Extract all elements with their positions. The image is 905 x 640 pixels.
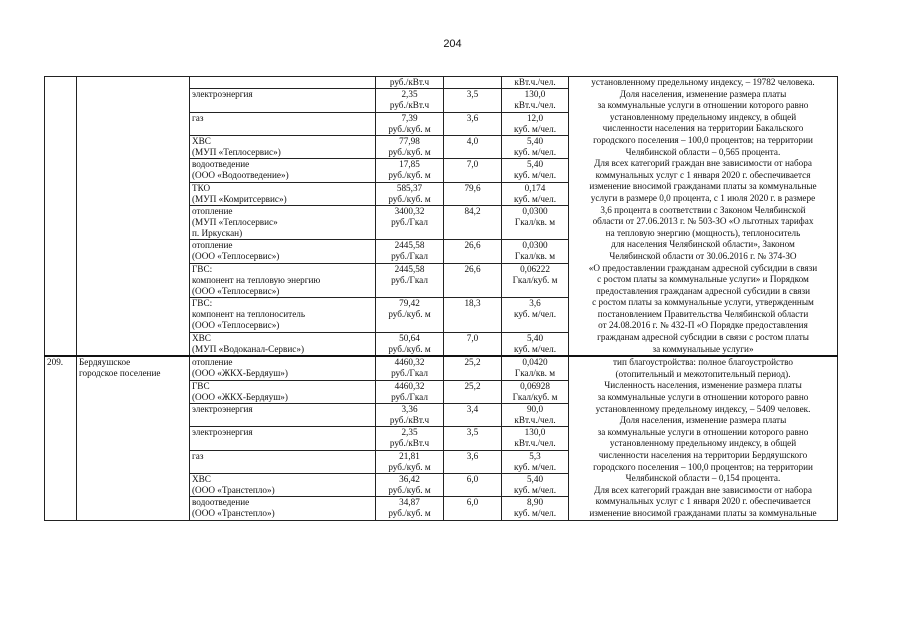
row-number-cell: 209.: [45, 356, 77, 520]
norm-cell: 0,0420 Гкал/кв. м: [502, 356, 569, 380]
service-name-cell: ТКО (МУП «Комритсервис»): [190, 182, 376, 205]
norm-cell: 8,90 куб. м/чел.: [502, 497, 569, 520]
service-name-cell: ХВС (ООО «Транстепло»): [190, 473, 376, 496]
service-name-cell: отопление (ООО «Теплосервис»): [190, 240, 376, 263]
service-name-cell: газ: [190, 112, 376, 135]
index-cell: 25,2: [444, 356, 502, 380]
tariff-cell: 17,85 руб./куб. м: [376, 159, 444, 182]
norm-cell: 0,0300 Гкал/кв. м: [502, 240, 569, 263]
index-cell: 79,6: [444, 182, 502, 205]
tariff-cell: 2,35 руб./кВт.ч: [376, 89, 444, 112]
page-number: 204: [443, 38, 462, 50]
index-cell: 6,0: [444, 497, 502, 520]
norm-cell: 12,0 куб. м/чел.: [502, 112, 569, 135]
norm-cell: 90,0 кВт.ч./чел.: [502, 403, 569, 426]
tariff-cell: 4460,32 руб./Гкал: [376, 356, 444, 380]
description-cell: тип благоустройства: полное благоустройство (отопительный и межотопительный период). Численность населения, изменение размера платы за коммунальные услуги в отношении которого равно установленному предельному индексу, – 5409 человек. Доля населения, изменение размера платы за коммунальные услуги в отношении которого равно установленному предельному индексу, в общей численности населения на территории Бердяушского городского поселения – 100,0 процентов; на территории Челябинской области – 0,154 процента. Для всех категорий граждан вне зависимости от набора коммунальных услуг с 1 января 2020 г. обеспечивается изменение вносимой гражданами платы за коммунальные: [569, 356, 838, 520]
table-row: [45, 356, 838, 380]
index-cell: 3,6: [444, 112, 502, 135]
norm-cell: 5,40 куб. м/чел.: [502, 332, 569, 356]
norm-cell: 0,06222 Гкал/куб. м: [502, 263, 569, 298]
index-cell: 3,6: [444, 450, 502, 473]
index-cell: 4,0: [444, 135, 502, 158]
service-name-cell: [190, 77, 376, 89]
service-name-cell: водоотведение (ООО «Водоотведение»): [190, 159, 376, 182]
tariff-cell: руб./кВт.ч: [376, 77, 444, 89]
tariff-cell: 2445,58 руб./Гкал: [376, 263, 444, 298]
service-name-cell: электроэнергия: [190, 427, 376, 450]
norm-cell: кВт.ч./чел.: [502, 77, 569, 89]
service-name-cell: электроэнергия: [190, 89, 376, 112]
index-cell: 3,4: [444, 403, 502, 426]
index-cell: 25,2: [444, 380, 502, 403]
norm-cell: 0,174 куб. м/чел.: [502, 182, 569, 205]
tariff-cell: 3400,32 руб./Гкал: [376, 205, 444, 240]
tariff-cell: 79,42 руб./куб. м: [376, 298, 444, 333]
index-cell: 6,0: [444, 473, 502, 496]
service-name-cell: отопление (ООО «ЖКХ-Бердяуш»): [190, 356, 376, 380]
service-name-cell: ГВС: компонент на тепловую энергию (ООО «Теплосервис»): [190, 263, 376, 298]
description-cell: установленному предельному индексу, – 19782 человека. Доля населения, изменение размера платы за коммунальные услуги в отношении которого равно установленному предельному индексу, в общей численности населения на территории Бакальского городского поселения – 100,0 процентов; на территории Челябинской области – 0,565 процента. Для всех категорий граждан вне зависимости от набора коммунальных услуг с 1 января 2020 г. обеспечивается изменение вносимой гражданами платы за коммунальные услуги в размере 0,0 процента, с 1 июля 2020 г. в размере 3,6 процента в соответствии с Законом Челябинской области от 27.06.2013 г. № 503-ЗО «О льготных тарифах на тепловую энергию (мощность), теплоноситель для населения Челябинской области», Законом Челябинской области от 30.06.2016 г. № 374-ЗО «О предоставлении гражданам адресной субсидии в связи с ростом платы за коммунальные услуги» и Порядком предоставления гражданам адресной субсидии в связи с ростом платы за коммунальные услуги, утвержденным постановлением Правительства Челябинской области от 24.08.2016 г. № 432-П «О Порядке предоставления гражданам адресной субсидии в связи с ростом платы за коммунальные услуги»: [569, 77, 838, 357]
norm-cell: 5,40 куб. м/чел.: [502, 135, 569, 158]
service-name-cell: ГВС (ООО «ЖКХ-Бердяуш»): [190, 380, 376, 403]
service-name-cell: ГВС: компонент на теплоноситель (ООО «Теплосервис»): [190, 298, 376, 333]
tariff-cell: 21,81 руб./куб. м: [376, 450, 444, 473]
tariff-cell: 7,39 руб./куб. м: [376, 112, 444, 135]
norm-cell: 5,3 куб. м/чел.: [502, 450, 569, 473]
index-cell: 7,0: [444, 332, 502, 356]
settlement-cell: [77, 77, 190, 357]
index-cell: 26,6: [444, 263, 502, 298]
norm-cell: 0,06928 Гкал/куб. м: [502, 380, 569, 403]
norm-cell: 5,40 куб. м/чел.: [502, 473, 569, 496]
norm-cell: 0,0300 Гкал/кв. м: [502, 205, 569, 240]
tariff-cell: 77,98 руб./куб. м: [376, 135, 444, 158]
service-name-cell: ХВС (МУП «Водоканал-Сервис»): [190, 332, 376, 356]
service-name-cell: ХВС (МУП «Теплосервис»): [190, 135, 376, 158]
service-name-cell: газ: [190, 450, 376, 473]
index-cell: 7,0: [444, 159, 502, 182]
service-name-cell: электроэнергия: [190, 403, 376, 426]
norm-cell: 130,0 кВт.ч./чел.: [502, 427, 569, 450]
norm-cell: 5,40 куб. м/чел.: [502, 159, 569, 182]
index-cell: 18,3: [444, 298, 502, 333]
settlement-cell: Бердяушское городское поселение: [77, 356, 190, 520]
index-cell: 3,5: [444, 427, 502, 450]
tariff-cell: 2445,58 руб./Гкал: [376, 240, 444, 263]
index-cell: 26,6: [444, 240, 502, 263]
tariff-table: [44, 76, 838, 521]
index-cell: [444, 77, 502, 89]
row-number-cell: [45, 77, 77, 357]
index-cell: 84,2: [444, 205, 502, 240]
tariff-cell: 3,36 руб./кВт.ч: [376, 403, 444, 426]
tariff-cell: 50,64 руб./куб. м: [376, 332, 444, 356]
tariff-cell: 4460,32 руб./Гкал: [376, 380, 444, 403]
tariff-cell: 34,87 руб./куб. м: [376, 497, 444, 520]
table-row: [45, 77, 838, 89]
norm-cell: 130,0 кВт.ч./чел.: [502, 89, 569, 112]
tariff-cell: 2,35 руб./кВт.ч: [376, 427, 444, 450]
tariff-cell: 585,37 руб./куб. м: [376, 182, 444, 205]
index-cell: 3,5: [444, 89, 502, 112]
service-name-cell: отопление (МУП «Теплосервис» п. Иркускан): [190, 205, 376, 240]
service-name-cell: водоотведение (ООО «Транстепло»): [190, 497, 376, 520]
norm-cell: 3,6 куб. м/чел.: [502, 298, 569, 333]
tariff-cell: 36,42 руб./куб. м: [376, 473, 444, 496]
